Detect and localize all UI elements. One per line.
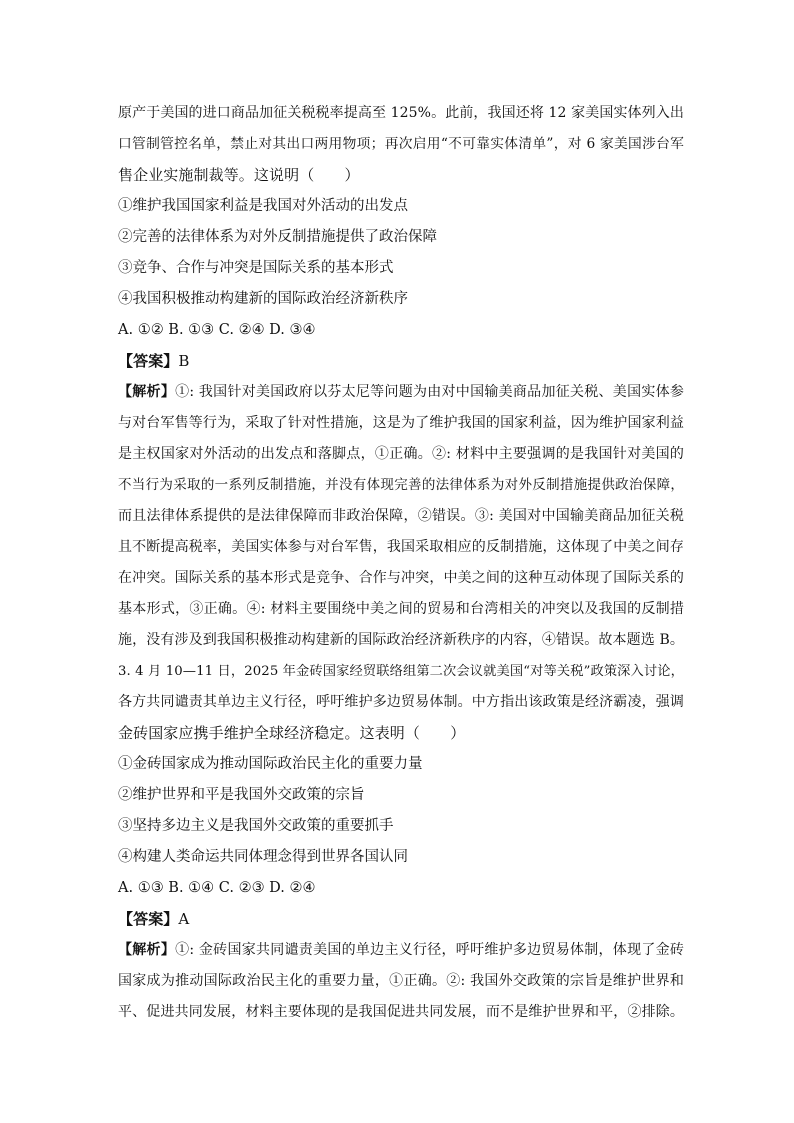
- q2-choices: A. ①② B. ①③ C. ②④ D. ③④: [118, 322, 316, 338]
- q2-option-3: ③竞争、合作与冲突是国际关系的基本形式: [118, 260, 394, 276]
- q2-stem-line-3: 售企业实施制裁等。这说明（ ）: [118, 166, 360, 184]
- q3-analysis-line-1: [118, 935, 684, 966]
- q2-analysis-line-5: 而且法律体系提供的是法律保障而非政治保障，②错误。③: 美国对中国输美商品加征关税: [118, 508, 684, 524]
- q3-answer-value: A: [178, 910, 190, 928]
- q3-analysis-line-3: 平、促进共同发展，材料主要体现的是我国促进共同发展，而不是维护世界和平，②排除。: [118, 1004, 684, 1020]
- q2-analysis-text-1: ①: 我国针对美国政府以芬太尼等问题为由对中国输美商品加征关税、美国实体参: [175, 384, 684, 400]
- q2-answer-value: B: [178, 352, 190, 370]
- q2-analysis-line-2: 与对台军售等行为，采取了针对性措施，这是为了维护我国的国家利益，因为维护国家利益: [118, 415, 684, 431]
- q2-analysis-tag: 【解析】: [118, 384, 176, 400]
- q2-analysis-line-4: 不当行为采取的一系列反制措施，并没有体现完善的法律体系为对外反制措施提供政治保障，: [118, 477, 684, 493]
- q2-stem-line-1: 原产于美国的进口商品加征关税税率提高至 125%。此前，我国还将 12 家美国实体列入出: [118, 105, 684, 121]
- q2-analysis-line-3: 是主权国家对外活动的出发点和落脚点，①正确。②: 材料中主要强调的是我国针对美国的: [118, 446, 684, 462]
- q3-stem-line-1: 3. 4 月 10—11 日，2025 年金砖国家经贸联络组第二次会议就美国“对等关税”政策深入讨论，: [118, 664, 684, 679]
- q2-analysis-line-7: 在冲突。国际关系的基本形式是竞争、合作与冲突，中美之间的这种互动体现了国际关系的: [118, 570, 684, 586]
- q3-option-2: ②维护世界和平是我国外交政策的宗旨: [118, 787, 365, 803]
- q3-answer-tag: 【答案】: [118, 910, 179, 928]
- q2-analysis-line-1: [118, 377, 684, 408]
- q2-answer: [118, 346, 684, 377]
- q3-choices: A. ①③ B. ①④ C. ②③ D. ②④: [118, 880, 316, 896]
- q2-stem-line-2: 口管制管控名单，禁止对其出口两用物项；再次启用“不可靠实体清单”，对 6 家美国涉台军: [118, 136, 684, 152]
- q2-option-1: ①维护我国国家利益是我国对外活动的出发点: [118, 198, 408, 214]
- q2-option-2: ②完善的法律体系为对外反制措施提供了政治保障: [118, 229, 437, 245]
- q3-option-1: ①金砖国家成为推动国际政治民主化的重要力量: [118, 756, 423, 772]
- page-content: [118, 98, 684, 1028]
- q3-option-3: ③坚持多边主义是我国外交政策的重要抓手: [118, 818, 394, 834]
- q3-answer: [118, 904, 684, 935]
- q2-answer-tag: 【答案】: [118, 352, 179, 370]
- q2-analysis-line-8: 基本形式，③正确。④: 材料主要围绕中美之间的贸易和台湾相关的冲突以及我国的反制措: [118, 601, 684, 617]
- q3-analysis-tag: 【解析】: [118, 942, 176, 958]
- q3-option-4: ④构建人类命运共同体理念得到世界各国认同: [118, 849, 408, 865]
- q3-analysis-line-2: 国家成为推动国际政治民主化的重要力量，①正确。②: 我国外交政策的宗旨是维护世界和: [118, 973, 684, 989]
- q3-stem-line-2: 各方共同谴责其单边主义行径，呼吁维护多边贸易体制。中方指出该政策是经济霸凌，强调: [118, 694, 684, 710]
- q2-option-4: ④我国积极推动构建新的国际政治经济新秩序: [118, 291, 408, 307]
- q2-analysis-line-6: 且不断提高税率，美国实体参与对台军售，我国采取相应的反制措施，这体现了中美之间存: [118, 539, 684, 555]
- q3-analysis-text-1: ①: 金砖国家共同谴责美国的单边主义行径，呼吁维护多边贸易体制，体现了金砖: [175, 942, 684, 958]
- q2-analysis-line-9: 施，没有涉及到我国积极推动构建新的国际政治经济新秩序的内容，④错误。故本题选 B。: [118, 632, 684, 648]
- q3-stem-line-3: 金砖国家应携手维护全球经济稳定。这表明（ ）: [118, 724, 466, 742]
